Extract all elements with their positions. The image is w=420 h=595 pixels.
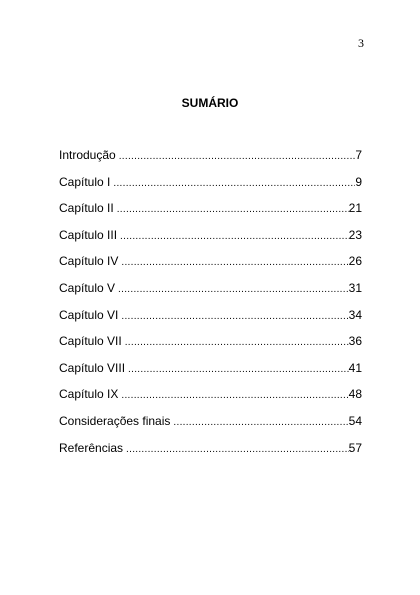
toc-entry-page: 9 [355,174,362,189]
dot-leader [113,177,355,191]
dot-leader [121,256,348,270]
toc-entry-label: Capítulo VI [59,307,119,322]
toc-entry-capitulo-8[interactable] [59,361,362,388]
dot-leader [173,416,348,430]
toc-entry-capitulo-2[interactable] [59,201,362,228]
dot-leader [118,283,349,297]
toc-entry-page: 34 [348,307,362,322]
dot-leader [119,150,356,164]
toc-entry-capitulo-3[interactable] [59,228,362,255]
toc-entry-capitulo-7[interactable] [59,334,362,361]
toc-entry-referencias[interactable] [59,441,362,468]
toc-entry-page: 57 [348,440,362,455]
toc-entry-page: 48 [348,387,362,402]
toc-entry-label: Capítulo V [59,280,116,295]
page-number: 3 [358,36,364,50]
toc-entry-label: Capítulo VIII [59,360,126,375]
toc-entry-page: 21 [348,201,362,216]
dot-leader [121,310,348,324]
page-title: SUMÁRIO [181,96,239,110]
toc-entry-page: 7 [355,148,362,162]
toc-entry-label: Capítulo I [59,174,111,189]
toc-entry-introducao[interactable] [59,148,362,175]
toc-entry-capitulo-5[interactable] [59,281,362,308]
toc-entry-label: Capítulo VII [59,334,122,349]
dot-leader [121,389,348,403]
toc-entry-consideracoes-finais[interactable] [59,414,362,441]
dot-leader [117,203,349,217]
toc-entry-label: Considerações finais [59,413,171,428]
toc-entry-label: Referências [59,440,124,455]
toc-entry-capitulo-1[interactable] [59,175,362,202]
toc-entry-page: 26 [348,254,362,269]
toc-entry-capitulo-9[interactable] [59,387,362,414]
toc-entry-label: Capítulo IX [59,387,119,402]
toc-entry-page: 41 [348,360,362,375]
toc-entry-page: 23 [348,227,362,242]
toc-entry-label: Capítulo III [59,227,118,242]
toc-entry-label: Capítulo II [59,201,114,216]
toc-entry-page: 31 [348,280,362,295]
toc-entry-page: 36 [348,334,362,349]
toc-entry-label: Introdução [59,148,116,162]
toc-entry-page: 54 [348,413,362,428]
dot-leader [126,443,349,457]
toc-entry-capitulo-6[interactable] [59,308,362,335]
dot-leader [128,363,349,377]
table-of-contents [59,148,362,467]
dot-leader [120,230,349,244]
dot-leader [125,336,349,350]
toc-entry-label: Capítulo IV [59,254,119,269]
toc-entry-capitulo-4[interactable] [59,254,362,281]
